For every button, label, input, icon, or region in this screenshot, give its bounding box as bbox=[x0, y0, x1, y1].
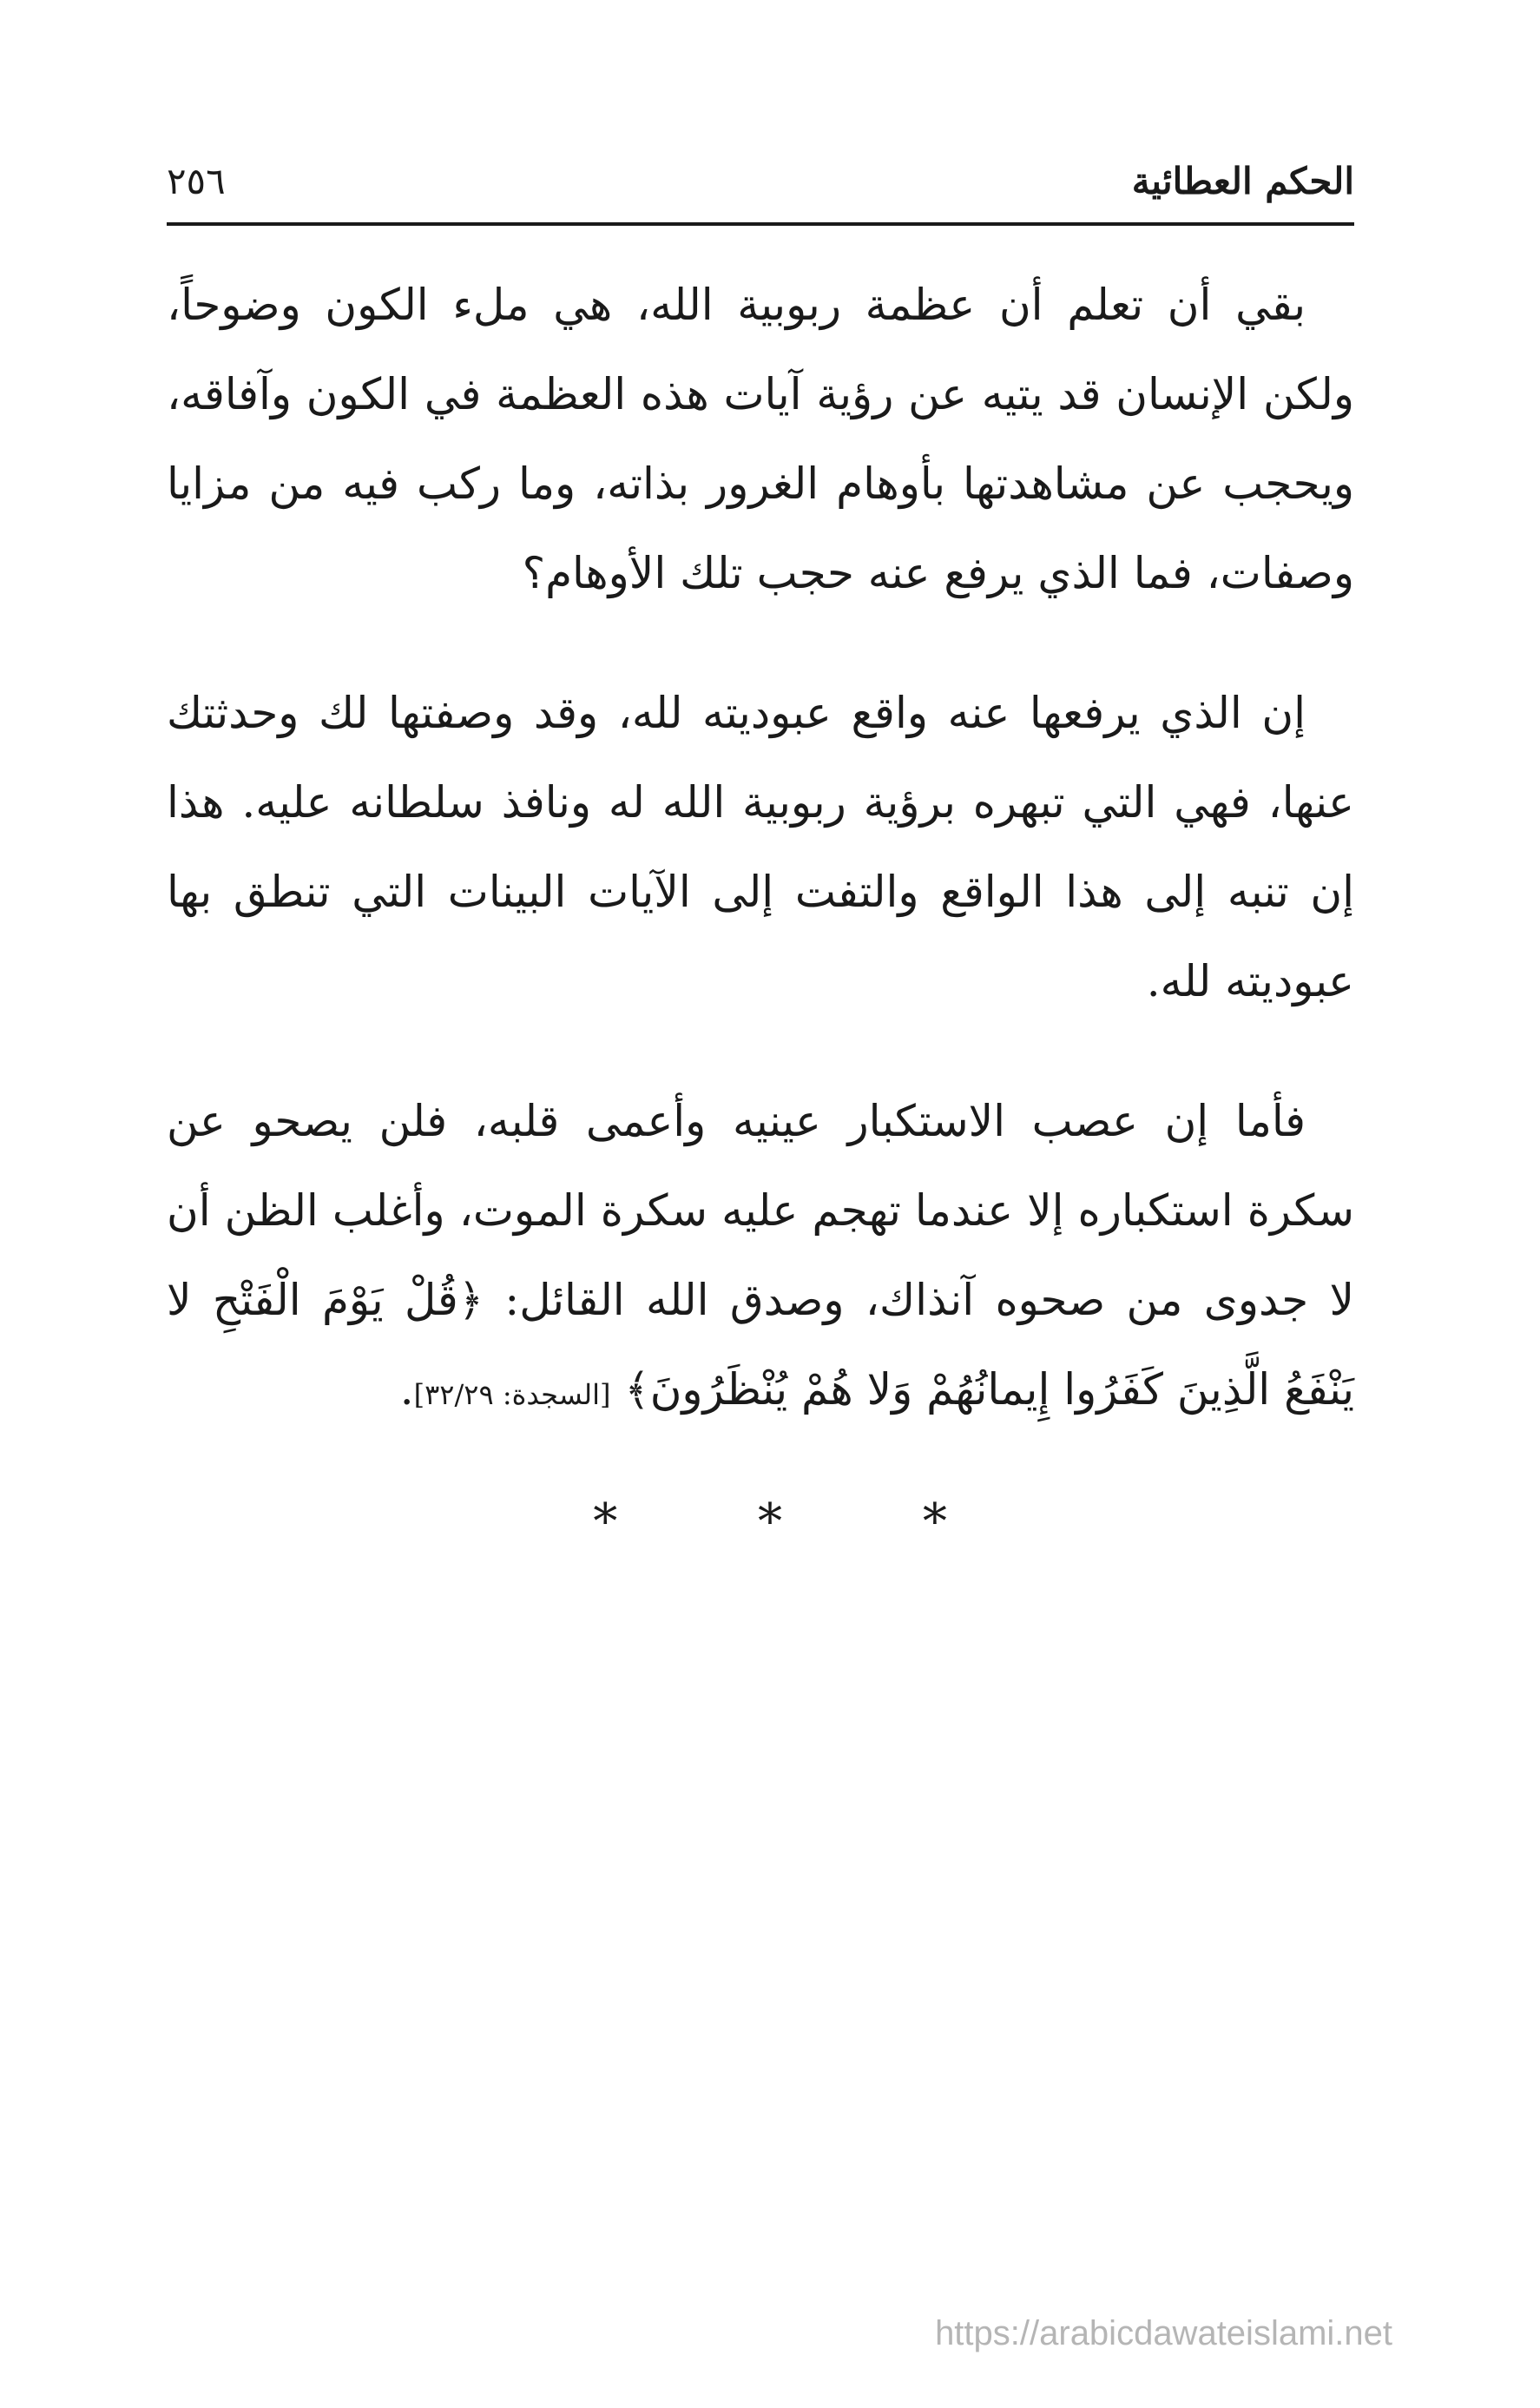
paragraph-text: فأما إن عصب الاستكبار عينيه وأعمى قلبه، فلن يصحو عن سكرة استكباره إلا عندما تهجم عليه سكرة الموت، وأغلب الظن أن لا جدوى من صحوه آنذاك، وصدق الله القائل: bbox=[167, 1096, 1355, 1325]
paragraph-1 bbox=[167, 261, 1354, 618]
paragraph-3 bbox=[167, 1077, 1354, 1440]
sentence-end: . bbox=[399, 1364, 414, 1415]
quran-verse: ﴿قُلْ يَوْمَ الْفَتْحِ لا يَنْفَعُ الَّذِينَ كَفَرُوا إِيمانُهُمْ وَلا هُمْ يُنْظَرُونَ﴾ bbox=[167, 1275, 1354, 1415]
paragraph-text: إن الذي يرفعها عنه واقع عبوديته لله، وقد وصفتها لك وحدثتك عنها، فهي التي تبهره برؤية ربوبية الله له ونافذ سلطانه عليه. هذا إن تنبه إلى هذا الواقع والتفت إلى الآيات البينات التي تنطق بها عبوديته لله. bbox=[167, 688, 1354, 1006]
body-text bbox=[167, 261, 1354, 1490]
paragraph-text: بقي أن تعلم أن عظمة ربوبية الله، هي ملء الكون وضوحاً، ولكن الإنسان قد يتيه عن رؤية آيات هذه العظمة في الكون وآفاقه، ويحجب عن مشاهدتها بأوهام الغرور بذاته، وما ركب فيه من مزايا وصفات، فما الذي يرفع عنه حجب تلك الأوهام؟ bbox=[167, 280, 1354, 598]
verse-citation: [السجدة: ٣٢/٢٩] bbox=[413, 1378, 611, 1411]
header-rule bbox=[167, 222, 1354, 226]
watermark-url: https://arabicdawateislami.net bbox=[935, 2314, 1392, 2352]
running-header bbox=[167, 155, 1354, 215]
asterisk-mark: * bbox=[922, 1494, 947, 1550]
header-title: الحكم العطائية bbox=[1131, 160, 1354, 202]
asterisk-mark: * bbox=[758, 1494, 782, 1550]
section-separator bbox=[0, 1494, 1540, 1550]
asterisk-mark: * bbox=[593, 1494, 618, 1550]
page-number: ٢٥٦ bbox=[167, 160, 226, 202]
paragraph-2 bbox=[167, 669, 1354, 1026]
